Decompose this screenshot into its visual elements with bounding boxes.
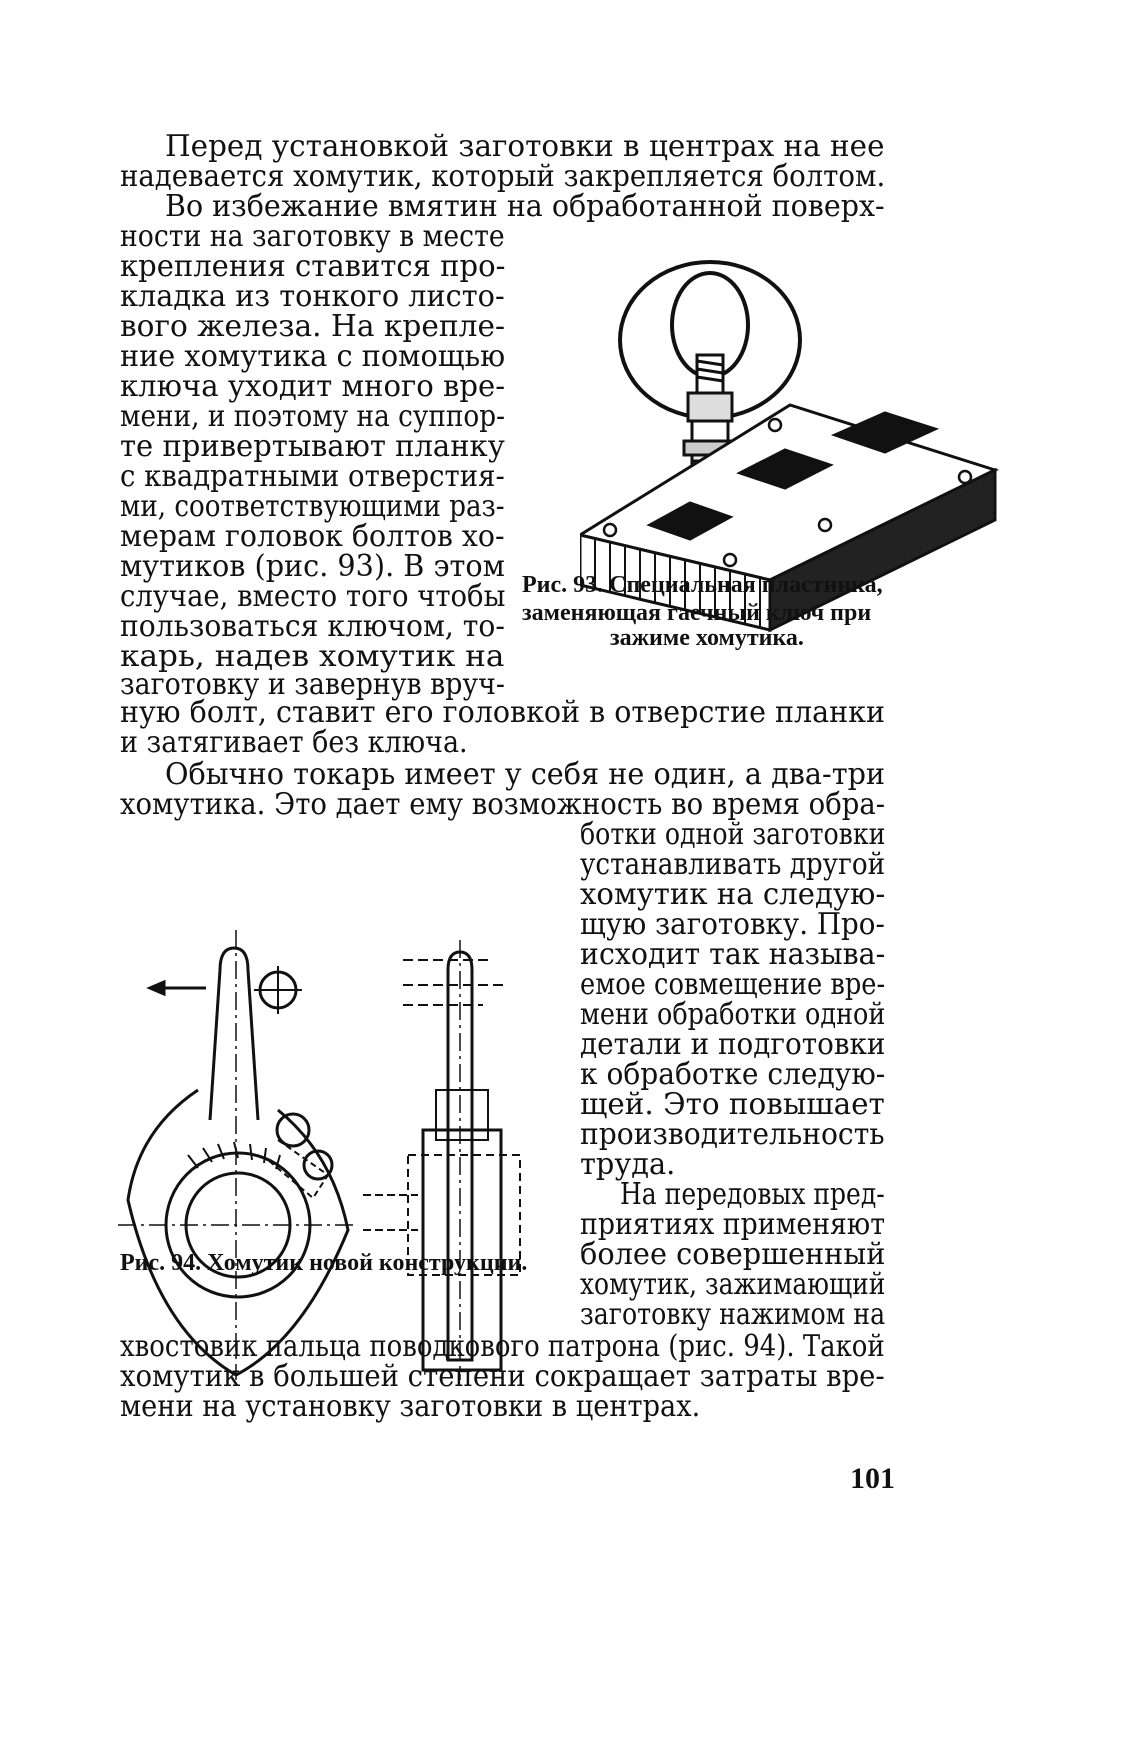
text-line: ми, соответствующими раз- (120, 489, 505, 524)
text-line: емое совмещение вре- (580, 967, 886, 1002)
text-line: заготовку и завернув вруч- (120, 667, 505, 702)
text-line: На передовых пред- (620, 1177, 885, 1212)
text-line: мени на установку заготовки в центрах. (120, 1389, 701, 1424)
text-line: ключа уходит много вре- (120, 369, 506, 404)
text-line: ности на заготовку в месте (120, 219, 505, 254)
text-line: ботки одной заготовки (580, 817, 886, 852)
text-line: более совершенный (580, 1237, 886, 1272)
text-line: щей. Это повышает (580, 1087, 885, 1122)
text-line: вого железа. На крепле- (120, 309, 505, 344)
figure-93-caption-line: зажиме хомутика. (610, 625, 804, 651)
figure-93-caption-line: заменяющая гаечный ключ при (522, 600, 872, 626)
text-line: детали и подготовки (580, 1027, 886, 1062)
text-line: мени, и поэтому на суппор- (120, 399, 505, 434)
text-line: Обычно токарь имеет у себя не один, а два-три (165, 757, 886, 792)
text-line: хомутика. Это дает ему возможность во время обра- (120, 787, 886, 822)
figure-94-clamp-drawing (118, 930, 638, 1390)
text-line: случае, вместо того чтобы (120, 579, 506, 614)
text-line: кладка из тонкого листо- (120, 279, 505, 314)
page-number: 101 (850, 1462, 895, 1495)
text-line: хомутик в большей степени сокращает затраты вре- (120, 1359, 885, 1394)
text-line: карь, надев хомутик на (120, 639, 505, 674)
text-line: щую заготовку. Про- (580, 907, 885, 942)
text-line: надевается хомутик, который закрепляется болтом. (120, 159, 886, 194)
text-line: мерам головок болтов хо- (120, 519, 505, 554)
text-line: к обработке следую- (580, 1057, 886, 1092)
text-line: приятиях применяют (580, 1207, 886, 1242)
text-line: те привертывают планку (120, 429, 505, 464)
text-line: ние хомутика с помощью (120, 339, 506, 374)
text-line: ную болт, ставит его головкой в отверстие планки (120, 695, 885, 730)
text-line: заготовку нажимом на (580, 1297, 886, 1332)
text-line: Перед установкой заготовки в центрах на нее (165, 129, 885, 164)
text-line: и затягивает без ключа. (120, 725, 468, 760)
figure-93-caption-line: Рис. 93. Специальная пластинка, (522, 572, 883, 598)
text-line: хвостовик пальца поводкового патрона (рис. 94). Такой (120, 1329, 885, 1364)
text-line: труда. (580, 1147, 676, 1182)
text-line: пользоваться ключом, то- (120, 609, 505, 644)
text-line: мени обработки одной (580, 997, 886, 1032)
text-line: хомутик, зажимающий (580, 1267, 886, 1302)
figure-94-caption: Рис. 94. Хомутик новой конструкции. (120, 1250, 528, 1276)
text-line: производительность (580, 1117, 885, 1152)
text-line: крепления ставится про- (120, 249, 506, 284)
text-line: мутиков (рис. 93). В этом (120, 549, 505, 584)
text-line: устанавливать другой (580, 847, 886, 882)
text-line: с квадратными отверстия- (120, 459, 505, 494)
text-line: Во избежание вмятин на обработанной поверх- (165, 189, 885, 224)
text-line: исходит так называ- (580, 937, 886, 972)
text-line: хомутик на следую- (580, 877, 886, 912)
